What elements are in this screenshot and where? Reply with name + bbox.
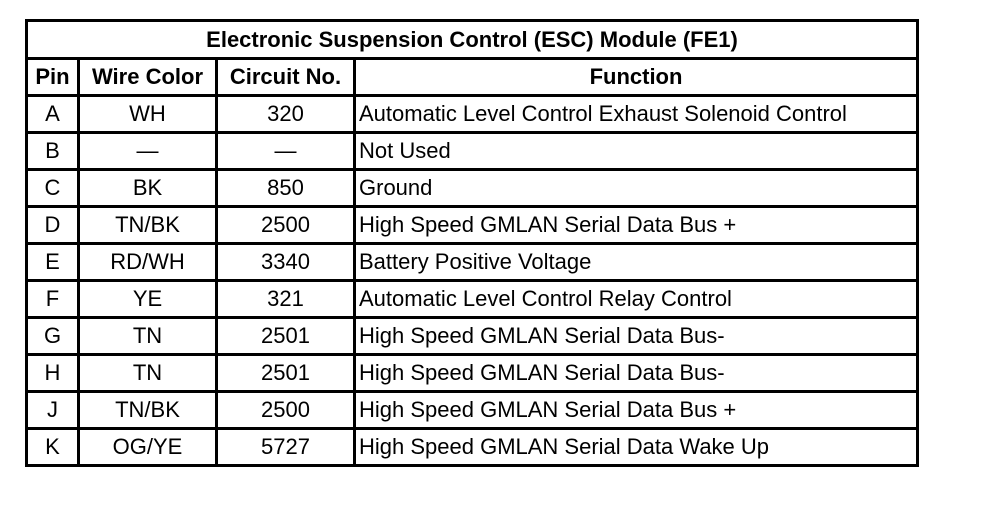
cell-wire-color: TN/BK	[79, 207, 217, 244]
header-function: Function	[355, 59, 918, 96]
cell-pin: F	[27, 281, 79, 318]
cell-pin: D	[27, 207, 79, 244]
cell-function: High Speed GMLAN Serial Data Bus +	[355, 207, 918, 244]
cell-wire-color: TN	[79, 318, 217, 355]
cell-wire-color: WH	[79, 96, 217, 133]
cell-circuit-no: 2500	[217, 392, 355, 429]
cell-pin: K	[27, 429, 79, 466]
cell-circuit-no: 2501	[217, 355, 355, 392]
cell-circuit-no: 850	[217, 170, 355, 207]
cell-function: High Speed GMLAN Serial Data Wake Up	[355, 429, 918, 466]
cell-function: High Speed GMLAN Serial Data Bus-	[355, 318, 918, 355]
cell-pin: G	[27, 318, 79, 355]
cell-function: Automatic Level Control Exhaust Solenoid Control	[355, 96, 918, 133]
cell-wire-color: —	[79, 133, 217, 170]
table-header-row	[27, 59, 918, 96]
cell-pin: C	[27, 170, 79, 207]
cell-pin: E	[27, 244, 79, 281]
cell-function: Automatic Level Control Relay Control	[355, 281, 918, 318]
cell-wire-color: TN	[79, 355, 217, 392]
table-row	[27, 244, 918, 281]
cell-wire-color: BK	[79, 170, 217, 207]
cell-pin: A	[27, 96, 79, 133]
table-row	[27, 96, 918, 133]
cell-circuit-no: 5727	[217, 429, 355, 466]
header-pin: Pin	[27, 59, 79, 96]
table-row	[27, 318, 918, 355]
header-wire-color: Wire Color	[79, 59, 217, 96]
connector-pinout-table	[25, 19, 919, 467]
cell-wire-color: RD/WH	[79, 244, 217, 281]
cell-function: High Speed GMLAN Serial Data Bus-	[355, 355, 918, 392]
table-row	[27, 355, 918, 392]
cell-circuit-no: 3340	[217, 244, 355, 281]
cell-wire-color: YE	[79, 281, 217, 318]
table-row	[27, 207, 918, 244]
cell-pin: B	[27, 133, 79, 170]
cell-circuit-no: 320	[217, 96, 355, 133]
cell-circuit-no: —	[217, 133, 355, 170]
table-row	[27, 133, 918, 170]
cell-circuit-no: 321	[217, 281, 355, 318]
cell-pin: H	[27, 355, 79, 392]
cell-circuit-no: 2500	[217, 207, 355, 244]
cell-wire-color: TN/BK	[79, 392, 217, 429]
cell-function: Ground	[355, 170, 918, 207]
table-title: Electronic Suspension Control (ESC) Module (FE1)	[27, 21, 918, 59]
table-title-row	[27, 21, 918, 59]
table-row	[27, 392, 918, 429]
cell-function: Not Used	[355, 133, 918, 170]
cell-pin: J	[27, 392, 79, 429]
cell-function: Battery Positive Voltage	[355, 244, 918, 281]
cell-function: High Speed GMLAN Serial Data Bus +	[355, 392, 918, 429]
table-row	[27, 281, 918, 318]
cell-wire-color: OG/YE	[79, 429, 217, 466]
table-row	[27, 429, 918, 466]
connector-pinout-sheet	[25, 19, 916, 467]
header-circuit-no: Circuit No.	[217, 59, 355, 96]
cell-circuit-no: 2501	[217, 318, 355, 355]
table-row	[27, 170, 918, 207]
